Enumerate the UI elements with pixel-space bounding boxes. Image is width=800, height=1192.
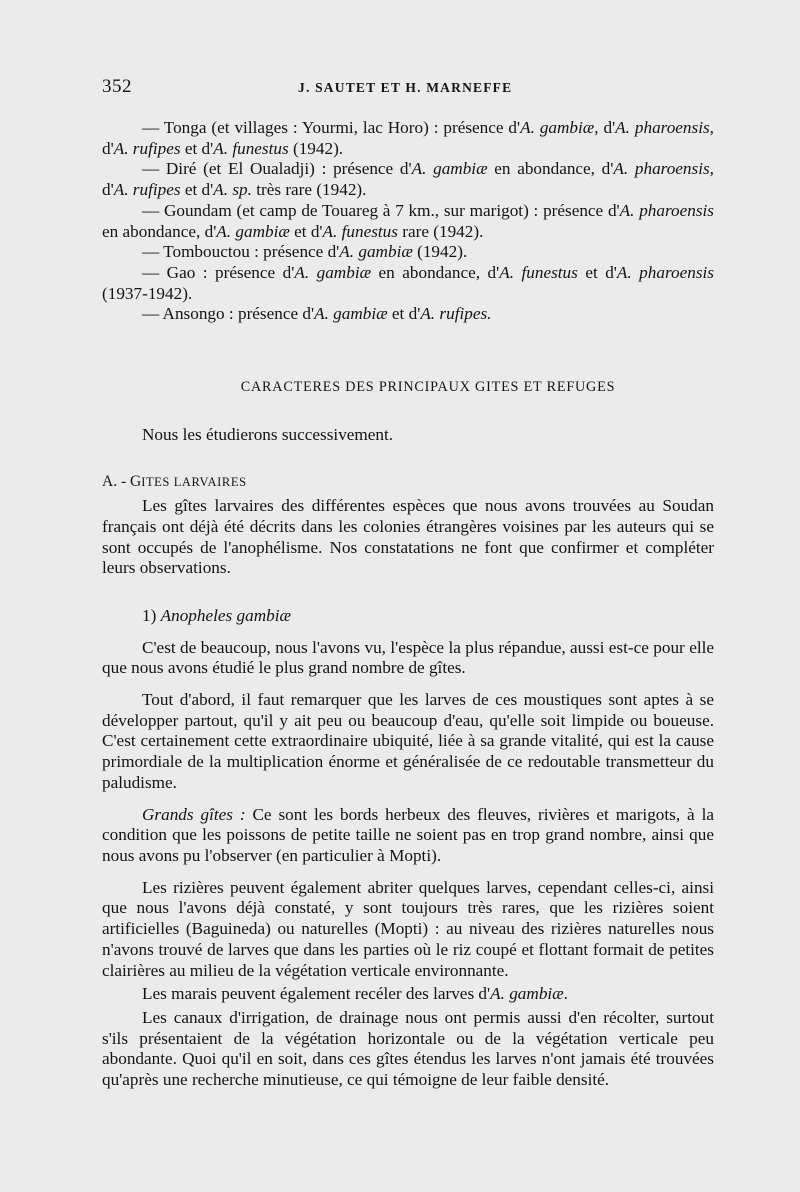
subsection-heading bbox=[102, 472, 714, 493]
species-heading bbox=[102, 606, 714, 627]
species-name: A. gambiæ bbox=[411, 159, 488, 179]
species-name: A. rufipes bbox=[113, 180, 181, 200]
locality-text: — Goundam (et camp de Touareg à 7 km., sur marigot) : présence d' bbox=[142, 200, 620, 220]
locality-entry bbox=[102, 242, 714, 263]
section-heading: CARACTERES DES PRINCIPAUX GITES ET REFUGES bbox=[240, 379, 616, 396]
locality-text: (1942). bbox=[288, 138, 344, 158]
subsection-title: ITES LARVAIRES bbox=[141, 475, 247, 490]
paragraph-text: Les marais peuvent également recéler des larves d' bbox=[142, 984, 491, 1004]
intro-paragraph: Nous les étudierons successivement. bbox=[142, 424, 394, 444]
locality-entry bbox=[102, 159, 714, 200]
species-name: A. rufipes bbox=[113, 138, 181, 158]
species-name: A. gambiæ bbox=[490, 984, 564, 1004]
species-name: A. gambiæ bbox=[216, 221, 290, 241]
species-name: Anopheles gambiæ bbox=[160, 605, 291, 625]
species-name: A. gambiæ bbox=[339, 242, 413, 262]
locality-text: et d' bbox=[180, 180, 214, 200]
paragraph bbox=[102, 805, 714, 867]
species-name: A. pharoensis, bbox=[615, 118, 714, 137]
locality-list bbox=[102, 118, 714, 325]
page-number: 352 bbox=[102, 76, 132, 97]
locality-text: en abondance, d' bbox=[487, 159, 614, 179]
subsection-letter: A. - bbox=[102, 473, 130, 491]
paragraph: Les canaux d'irrigation, de drainage nous ont permis aussi d'en récolter, surtout s'ils présentaient de la végétation horizontale ou de la végétation verticale peu abondante. Quoi qu'il en soit, dans ces gîtes étendus les larves n'ont jamais été trouvées qu'après une recherche minutieuse, ce qui témoigne de leur faible densité. bbox=[102, 1007, 714, 1090]
species-name: A. gambiæ bbox=[520, 118, 595, 137]
locality-text: (1937-1942). bbox=[102, 283, 193, 303]
page-body bbox=[102, 118, 714, 1091]
paragraph-lead: Grands gîtes : bbox=[142, 804, 246, 824]
locality-text: d' bbox=[102, 138, 114, 158]
paragraph bbox=[102, 984, 714, 1005]
locality-text: — Diré (et El Oualadji) : présence d' bbox=[142, 159, 412, 179]
paragraph: Tout d'abord, il faut remarquer que les larves de ces moustiques sont aptes à se développer partout, qu'il y ait peu ou beaucoup d'eau, qu'elle soit limpide ou boueuse. C'est certainement cette extraordinaire ubiquité, liée à sa grande vitalité, qui est la cause primordiale de la multiplication énorme et généralisée de ce redoutable transmetteur du paludisme. bbox=[102, 690, 714, 792]
subsection-initial: G bbox=[129, 473, 142, 491]
paragraph: C'est de beaucoup, nous l'avons vu, l'espèce la plus répandue, aussi est-ce pour elle que nous avons étudié le plus grand nombre de gîtes. bbox=[102, 637, 714, 678]
locality-text: très rare (1942). bbox=[251, 180, 367, 200]
locality-text: et d' bbox=[577, 262, 617, 282]
locality-text: et d' bbox=[387, 304, 421, 324]
paragraph: Les gîtes larvaires des différentes espèces que nous avons trouvées au Soudan français ont déjà été décrits dans les colonies étrangères voisines par les auteurs qui se sont occupés de l'anophélisme. Nos constatations ne font que confirmer et compléter leurs observations. bbox=[102, 496, 714, 578]
locality-text: — Ansongo : présence d' bbox=[142, 304, 315, 324]
locality-text: , d' bbox=[594, 118, 616, 137]
locality-entry bbox=[102, 263, 714, 304]
species-number: 1) bbox=[142, 605, 161, 625]
species-name: A. rufipes. bbox=[420, 304, 492, 324]
paragraph: Les rizières peuvent également abriter quelques larves, cependant celles-ci, ainsi que nous l'avons déjà constaté, y sont toujours très rares, que les rizières soient artificielles (Baguineda) ou naturelles (Mopti) : au niveau des rizières naturelles nous n'avons trouvé de larves que dans les parties où le riz coupé et flottant formait de petites clairières au milieu de la végétation verticale environnante. bbox=[102, 877, 714, 980]
locality-entry bbox=[102, 118, 714, 159]
species-name: A. gambiæ bbox=[294, 262, 372, 282]
locality-entry bbox=[102, 304, 714, 325]
paragraph-text: . bbox=[563, 984, 568, 1004]
locality-text: (1942). bbox=[412, 242, 468, 262]
locality-text: et d' bbox=[180, 138, 214, 158]
locality-entry bbox=[102, 201, 714, 242]
species-name: A. funestus bbox=[322, 221, 398, 241]
locality-text: et d' bbox=[289, 221, 323, 241]
species-name: A. funestus bbox=[499, 262, 578, 282]
locality-text: — Gao : présence d' bbox=[142, 262, 295, 282]
page-header bbox=[102, 76, 714, 100]
locality-text: d' bbox=[102, 180, 114, 200]
running-head: J. SAUTET ET H. MARNEFFE bbox=[298, 80, 513, 95]
locality-text: — Tonga (et villages : Yourmi, lac Horo) : présence d' bbox=[142, 118, 521, 137]
species-name: A. pharoensis bbox=[619, 200, 714, 220]
locality-text: rare (1942). bbox=[397, 221, 484, 241]
species-name: A. pharoensis, bbox=[613, 159, 714, 179]
locality-text: en abondance, d' bbox=[371, 262, 500, 282]
locality-text: en abondance, d' bbox=[102, 221, 217, 241]
species-name: A. funestus bbox=[213, 138, 289, 158]
species-name: A. gambiæ bbox=[314, 304, 388, 324]
paragraph-text: Ce sont les bords herbeux des fleuves, rivières et marigots, à la condition que les poissons de petite taille ne soient pas en trop grand nombre, ainsi que nous avons pu l'observer (en particulier à Mopti). bbox=[102, 804, 714, 865]
locality-text: — Tombouctou : présence d' bbox=[142, 242, 340, 262]
species-name: A. pharoensis bbox=[616, 262, 714, 282]
species-name: A. sp. bbox=[213, 180, 252, 200]
